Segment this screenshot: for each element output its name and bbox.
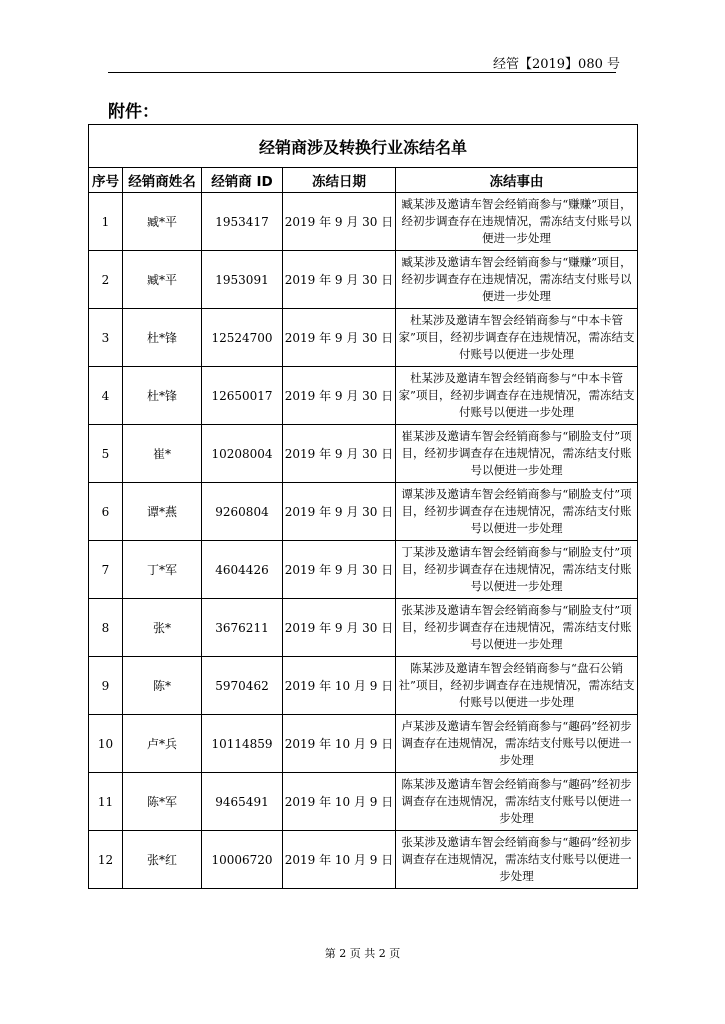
column-header-freeze-date: 冻结日期 (283, 168, 396, 193)
freeze-reason: 陈某涉及邀请车智会经销商参与“趣码”经初步调查存在违规情况，需冻结支付账号以便进一步处理 (396, 773, 638, 831)
table-row (89, 715, 638, 773)
table-row (89, 657, 638, 715)
dealer-id: 10208004 (202, 425, 283, 483)
dealer-id: 1953091 (202, 251, 283, 309)
table-row (89, 193, 638, 251)
table-title: 经销商涉及转换行业冻结名单 (89, 125, 638, 168)
freeze-reason: 丁某涉及邀请车智会经销商参与“刷脸支付”项目，经初步调查存在违规情况，需冻结支付账号以便进一步处理 (396, 541, 638, 599)
dealer-id: 1953417 (202, 193, 283, 251)
dealer-name: 张* (123, 599, 202, 657)
row-index: 2 (89, 251, 123, 309)
table-row (89, 367, 638, 425)
dealer-name: 崔* (123, 425, 202, 483)
row-index: 7 (89, 541, 123, 599)
dealer-id: 9465491 (202, 773, 283, 831)
table-row (89, 483, 638, 541)
freeze-reason: 张某涉及邀请车智会经销商参与“刷脸支付”项目，经初步调查存在违规情况，需冻结支付账号以便进一步处理 (396, 599, 638, 657)
dealer-name: 卢*兵 (123, 715, 202, 773)
table-row (89, 599, 638, 657)
freeze-date: 2019 年 10 月 9 日 (283, 831, 396, 889)
row-index: 1 (89, 193, 123, 251)
row-index: 10 (89, 715, 123, 773)
dealer-id: 12650017 (202, 367, 283, 425)
freeze-reason: 陈某涉及邀请车智会经销商参与“盘石公销社”项目，经初步调查存在违规情况，需冻结支付账号以便进一步处理 (396, 657, 638, 715)
dealer-name: 张*红 (123, 831, 202, 889)
freeze-date: 2019 年 9 月 30 日 (283, 483, 396, 541)
table-row (89, 773, 638, 831)
table-row (89, 541, 638, 599)
freeze-date: 2019 年 9 月 30 日 (283, 367, 396, 425)
dealer-name: 臧*平 (123, 193, 202, 251)
freeze-reason: 张某涉及邀请车智会经销商参与“趣码”经初步调查存在违规情况，需冻结支付账号以便进一步处理 (396, 831, 638, 889)
dealer-id: 3676211 (202, 599, 283, 657)
dealer-id: 5970462 (202, 657, 283, 715)
row-index: 11 (89, 773, 123, 831)
dealer-name: 杜*锋 (123, 367, 202, 425)
row-index: 4 (89, 367, 123, 425)
table-row (89, 251, 638, 309)
row-index: 8 (89, 599, 123, 657)
column-header-freeze-reason: 冻结事由 (396, 168, 638, 193)
freeze-date: 2019 年 9 月 30 日 (283, 541, 396, 599)
freeze-date: 2019 年 10 月 9 日 (283, 773, 396, 831)
column-header-dealer-name: 经销商姓名 (123, 168, 202, 193)
freeze-date: 2019 年 10 月 9 日 (283, 657, 396, 715)
table-header-row (89, 168, 638, 193)
freeze-reason: 崔某涉及邀请车智会经销商参与“刷脸支付”项目，经初步调查存在违规情况，需冻结支付账号以便进一步处理 (396, 425, 638, 483)
dealer-name: 谭*燕 (123, 483, 202, 541)
column-header-index: 序号 (89, 168, 123, 193)
dealer-id: 10114859 (202, 715, 283, 773)
freeze-date: 2019 年 9 月 30 日 (283, 599, 396, 657)
column-header-dealer-id: 经销商 ID (202, 168, 283, 193)
dealer-id: 10006720 (202, 831, 283, 889)
freeze-date: 2019 年 9 月 30 日 (283, 193, 396, 251)
dealer-name: 陈* (123, 657, 202, 715)
freeze-list-table (88, 124, 638, 889)
freeze-reason: 臧某涉及邀请车智会经销商参与“赚赚”项目，经初步调查存在违规情况，需冻结支付账号以便进一步处理 (396, 193, 638, 251)
freeze-date: 2019 年 9 月 30 日 (283, 425, 396, 483)
table-row (89, 831, 638, 889)
page-number: 第 2 页 共 2 页 (324, 947, 401, 960)
freeze-date: 2019 年 9 月 30 日 (283, 251, 396, 309)
dealer-name: 臧*平 (123, 251, 202, 309)
dealer-id: 4604426 (202, 541, 283, 599)
row-index: 5 (89, 425, 123, 483)
freeze-reason: 杜某涉及邀请车智会经销商参与“中本卡管家”项目，经初步调查存在违规情况，需冻结支付账号以便进一步处理 (396, 367, 638, 425)
document-reference-number: 经管【2019】080 号 (492, 57, 620, 72)
attachment-label: 附件： (108, 102, 159, 122)
dealer-id: 12524700 (202, 309, 283, 367)
row-index: 3 (89, 309, 123, 367)
table-row (89, 425, 638, 483)
row-index: 6 (89, 483, 123, 541)
table-row (89, 309, 638, 367)
freeze-reason: 杜某涉及邀请车智会经销商参与“中本卡管家”项目，经初步调查存在违规情况，需冻结支付账号以便进一步处理 (396, 309, 638, 367)
dealer-name: 杜*锋 (123, 309, 202, 367)
dealer-id: 9260804 (202, 483, 283, 541)
freeze-date: 2019 年 10 月 9 日 (283, 715, 396, 773)
freeze-reason: 谭某涉及邀请车智会经销商参与“刷脸支付”项目，经初步调查存在违规情况，需冻结支付账号以便进一步处理 (396, 483, 638, 541)
dealer-name: 陈*军 (123, 773, 202, 831)
freeze-date: 2019 年 9 月 30 日 (283, 309, 396, 367)
freeze-reason: 臧某涉及邀请车智会经销商参与“赚赚”项目，经初步调查存在违规情况，需冻结支付账号以便进一步处理 (396, 251, 638, 309)
header-divider (108, 72, 616, 73)
row-index: 12 (89, 831, 123, 889)
row-index: 9 (89, 657, 123, 715)
dealer-name: 丁*军 (123, 541, 202, 599)
freeze-reason: 卢某涉及邀请车智会经销商参与“趣码”经初步调查存在违规情况，需冻结支付账号以便进一步处理 (396, 715, 638, 773)
